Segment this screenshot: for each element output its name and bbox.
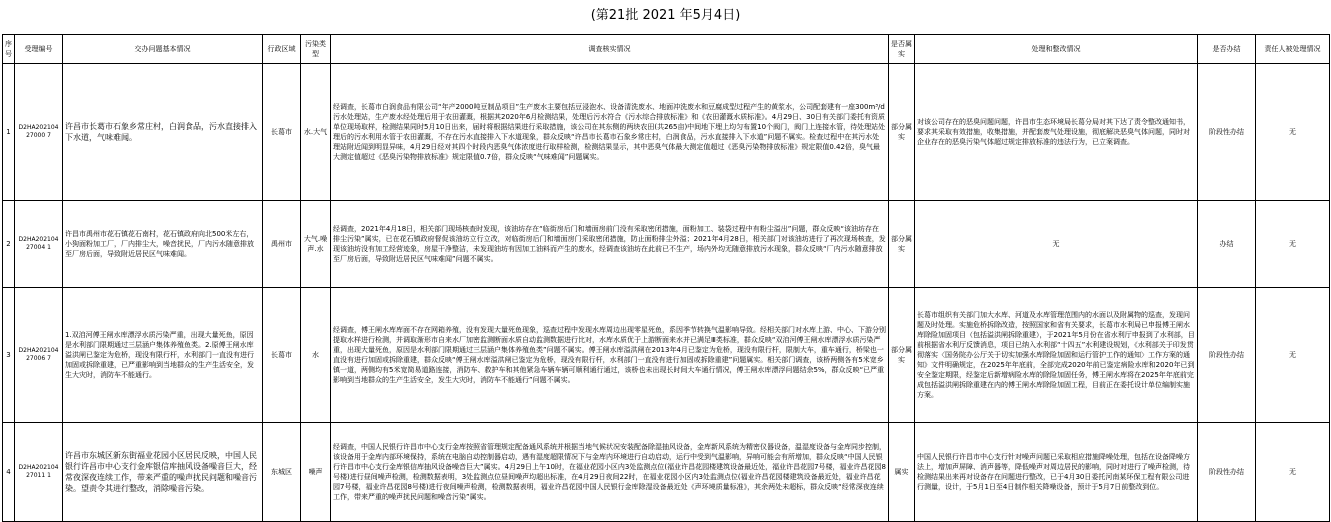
cell-case-no: D2HA20210427004 1 [15, 201, 63, 288]
batch-title: (第21批 2021 年5月4日) [590, 8, 741, 23]
table-row [3, 64, 1330, 201]
cell-closed: 阶段性办结 [1198, 423, 1256, 522]
cell-investigation: 经调查，傅王闸水库库面不存在网箱养殖，没有发现大量死鱼现象，巡查过程中发现水库周边出现零星死鱼，系因季节转换气温影响导致。经相关部门对水库上游、中心、下游分别提取水样进行检测，并调取渐形市自来水厂加密监测断面水质自动监测数据进行比对，水库水质优于上游断面来水并已满足Ⅲ类标准，群众反映“双洎河傅王闸水库漂浮水质污染严重，出现大量死鱼，原因是水利部门限期通过三层涵户集体养殖鱼类”问题不属实。傅王闸水库溢洪闸在2013年4月已鉴定为危桥，现没有限行杆，限制大车，重车通行，桥梁也一直没有进行加固或拆除重建，群众反映“傅王闸水库溢洪闸已鉴定为危桥，现没有限行杆，水利部门一直没有进行加固或拆除重建”问题属实。相关部门调查，该桥两侧各有5米宽乡镇一道，两侧均有5米宽简易道路连接，消防车、救护车和其他紧急车辆车辆可顺利通行通过，该桥也未出现长时间大车通行情况，傅王闸水库漂浮问题结余5%，群众反映“已严重影响到当地群众的生产生活安全，发生大灾时，消防车不能通行”问题不属实。 [331, 288, 889, 423]
header-district: 行政区域 [263, 35, 301, 64]
table-header [3, 35, 1330, 64]
header-seq: 序号 [3, 35, 15, 64]
cell-accountability: 无 [1256, 64, 1330, 201]
cell-verified: 部分属实 [889, 201, 915, 288]
cell-handling: 长葛市组织有关部门加大水库、河道及水库管理范围内的水面以及附属物的巡查，发现问题及时处理。实施危桥拆除改造，按照国家和省有关要求，长葛市水利局已申报傅王闸水库除险加固项目（包括溢洪闸拆除重建），于2021年5月份在省水利厅申报到了水利部，目前根据省水利厅反馈消息，项目已纳入水利部“十四五”水利建设规划，《水利部关于印发贯彻落实〈国务院办公厅关于切实加强水库除险加固和运行管护工作的通知〉工作方案的通知》文件明确规定，在2025年年底前，全部完成2020年前已鉴定病险水库和2020年已到安全鉴定期限，经鉴定后新增病险水库的除险加固任务，傅王闸水库将在2025年年底前完成包括溢洪闸拆除重建在内的傅王闸水库除险加固工程，目前正在委托设计单位编制实施方案。 [915, 288, 1198, 423]
cell-pollution: 大气.噪声.水 [301, 201, 331, 288]
table-row [3, 201, 1330, 288]
cell-accountability: 无 [1256, 288, 1330, 423]
cell-pollution: 水.大气 [301, 64, 331, 201]
cell-case-no: D2HA20210427006 7 [15, 288, 63, 423]
cell-verified: 部分属实 [889, 64, 915, 201]
cell-seq: 3 [3, 288, 15, 423]
header-issue: 交办问题基本情况 [63, 35, 263, 64]
cell-accountability: 无 [1256, 423, 1330, 522]
cell-district: 禹州市 [263, 201, 301, 288]
table-row [3, 423, 1330, 522]
cell-investigation: 经调查，中国人民银行许昌市中心支行金库按照省管理规定配备通风系统并根据当地气候状况安装配备除湿抽风设备，金库新风系统为精密仪器设备，温湿度设备与金库同步控制，该设备用于金库内部环境保持，系统在电脑自动控制器启动，遇有湿度超限情况下与金库内环境进行自动启动，运行中受到气温影响，异响可能会有所增加，群众反映“中国人民银行许昌市中心支行金库银信库抽风设备噪音巨大”属实。4月29日上午10时，在福业花园小区内3处监测点位(福业许昌花园楼建筑设备最近处，福业许昌花园7号楼，福业许昌花园8号楼)进行昼间噪声检测，检测数据表明，3处监测点位昼间噪声均超出标准，在4月29日夜间22时，在福业花园小区内3处监测点位(福业许昌花园楼建筑设备最近处，福业许昌花园7号楼，福业许昌花园8号楼)进行夜间噪声检测，检测数据表明，福业许昌花园中国人民银行金库除湿设备最近处《声环境质量标准》，其余两处未超标，群众反映“经常深夜连续工作，带来严重的噪声扰民问题和噪音污染”属实。 [331, 423, 889, 522]
cell-issue: 许昌市长葛市石象乡常庄村，白润食品，污水直接排入下水道，气味难闻。 [63, 64, 263, 201]
cell-district: 东城区 [263, 423, 301, 522]
cell-handling: 中国人民银行许昌市中心支行针对噪声问题已采取相应措施降噪处理，包括在设备降噪方法上，增加声屏障、消声器等，降低噪声对周边居民的影响，同时对进行了噪声检测，待检测结果出来再对设备存在问题进行整改，已于4月30日委托河南某环保工程有限公司进行测量，设计，于5月1日至4日制作相关降噪设备，预计于5月7日前整改到位。 [915, 423, 1198, 522]
cell-issue: 许昌市东城区新东街福业花园小区居民反映，中国人民银行许昌市中心支行金库银信库抽风设备噪音巨大，经常夜深夜连续工作，带来严重的噪声扰民问题和噪音污染。望责令其进行整改，消除噪音污染。 [63, 423, 263, 522]
cell-handling: 对该公司存在的恶臭问题问题，许昌市生态环境局长葛分局对其下达了责令整改通知书，要求其采取有效措施，收集措施，并配套废气处理设施，彻底解决恶臭气体问题，同时对企业存在的恶臭污染气体超过规定排放标准的违法行为，已立案调查。 [915, 64, 1198, 201]
cell-investigation: 经调查，长葛市白润食品有限公司“年产2000吨豆制品项目”生产废水主要包括豆浸泡水、设备清洗废水、地面冲洗废水和豆腐成型过程产生的黄浆水，公司配套建有一座300m³/d污水处理站，生产废水经处理后用于农田灌溉，根据其2020年6月检测结果，处理后污水符合《污水综合排放标准》和《农田灌溉水质标准》。4月29日、30日有关部门委托有资质单位现场取样，检测结果同时5月10日出来，届时将根据结果进行采取措施，该公司在其东侧的两块农田(共265亩)中间地下埋上均匀布置10个阀门，阀门上连接水管，待处理站处理后的污水利用水管于农田灌溉，不存在污水直接排入下水道现象，群众反映“许昌市长葛市石象乡常庄村，白润食品，污水直接排入下水道”问题不属实。检查过程中在其污水处理站附近闻到明显异味，4月29日经对其四个时段内恶臭气体浓度进行取样检测，检测结果显示，其中恶臭气体最大测定值超过《恶臭污染物排放标准》规定限值0.42倍，臭气最大测定值超过《恶臭污染物排放标准》规定限值0.7倍，群众反映“气味难闻”问题属实。 [331, 64, 889, 201]
table-row [3, 288, 1330, 423]
header-investigation: 调查核实情况 [331, 35, 889, 64]
header-pollution: 污染类型 [301, 35, 331, 64]
cell-seq: 1 [3, 64, 15, 201]
cell-issue: 1.双洎河傅王闸水库漂浮水质污染严重，出现大量死鱼，原因是水利部门限期通过三层涵户集体养殖鱼类。2.原傅王闸水库溢洪闸已鉴定为危桥，现没有限行杆，水利部门一直没有进行加固或拆除重建，已严重影响到当地群众的生产生活安全，发生大灾时，消防车不能通行。 [63, 288, 263, 423]
cell-district: 长葛市 [263, 288, 301, 423]
header-closed: 是否办结 [1198, 35, 1256, 64]
cell-accountability: 无 [1256, 201, 1330, 288]
cell-seq: 4 [3, 423, 15, 522]
cell-issue: 许昌市禹州市花石镇花石南村，花石镇政府向北500米左右，小狗面粉加工厂，厂内排尘大，噪音扰民，厂内污水随意排放至厂房后面，导致附近居民区气味难闻。 [63, 201, 263, 288]
header-verified: 是否属实 [889, 35, 915, 64]
header-accountability: 责任人被处理情况 [1256, 35, 1330, 64]
cell-closed: 阶段性办结 [1198, 288, 1256, 423]
cell-verified: 属实 [889, 423, 915, 522]
cell-closed: 阶段性办结 [1198, 64, 1256, 201]
cell-investigation: 经调查，2021年4月18日，相关部门现场核查时发现，该油坊存在“临街房后门和墙面房前门没有采取密闭措施，面粉加工、装袋过程中有粉尘溢出”问题，群众反映“该油坊存在排尘污染”属实，已在花石镇政府督促该油坊立行立改，对临街房后门和墙面房门采取密闭措施，防止面粉排尘外溢；2021年4月28日，相关部门对该油坊进行了再次现场核查，发现该油坊没有加工经营迹象，房屋干净整洁，未发现油坊有因加工油料而产生的废水，经调查该油坊在此前已不生产，场内外均无随意排放污水现象，群众反映“厂内污水随意排放至厂房后面，导致附近居民区气味难闻”问题不属实。 [331, 201, 889, 288]
cell-case-no: D2HA20210427011 1 [15, 423, 63, 522]
cell-closed: 办结 [1198, 201, 1256, 288]
cell-seq: 2 [3, 201, 15, 288]
header-handling: 处理和整改情况 [915, 35, 1198, 64]
cell-case-no: D2HA20210427000 7 [15, 64, 63, 201]
header-case-no: 受理编号 [15, 35, 63, 64]
case-table [2, 34, 1330, 522]
cell-verified: 部分属实 [889, 288, 915, 423]
cell-pollution: 噪声 [301, 423, 331, 522]
cell-pollution: 水 [301, 288, 331, 423]
cell-handling: 无 [915, 201, 1198, 288]
cell-district: 长葛市 [263, 64, 301, 201]
